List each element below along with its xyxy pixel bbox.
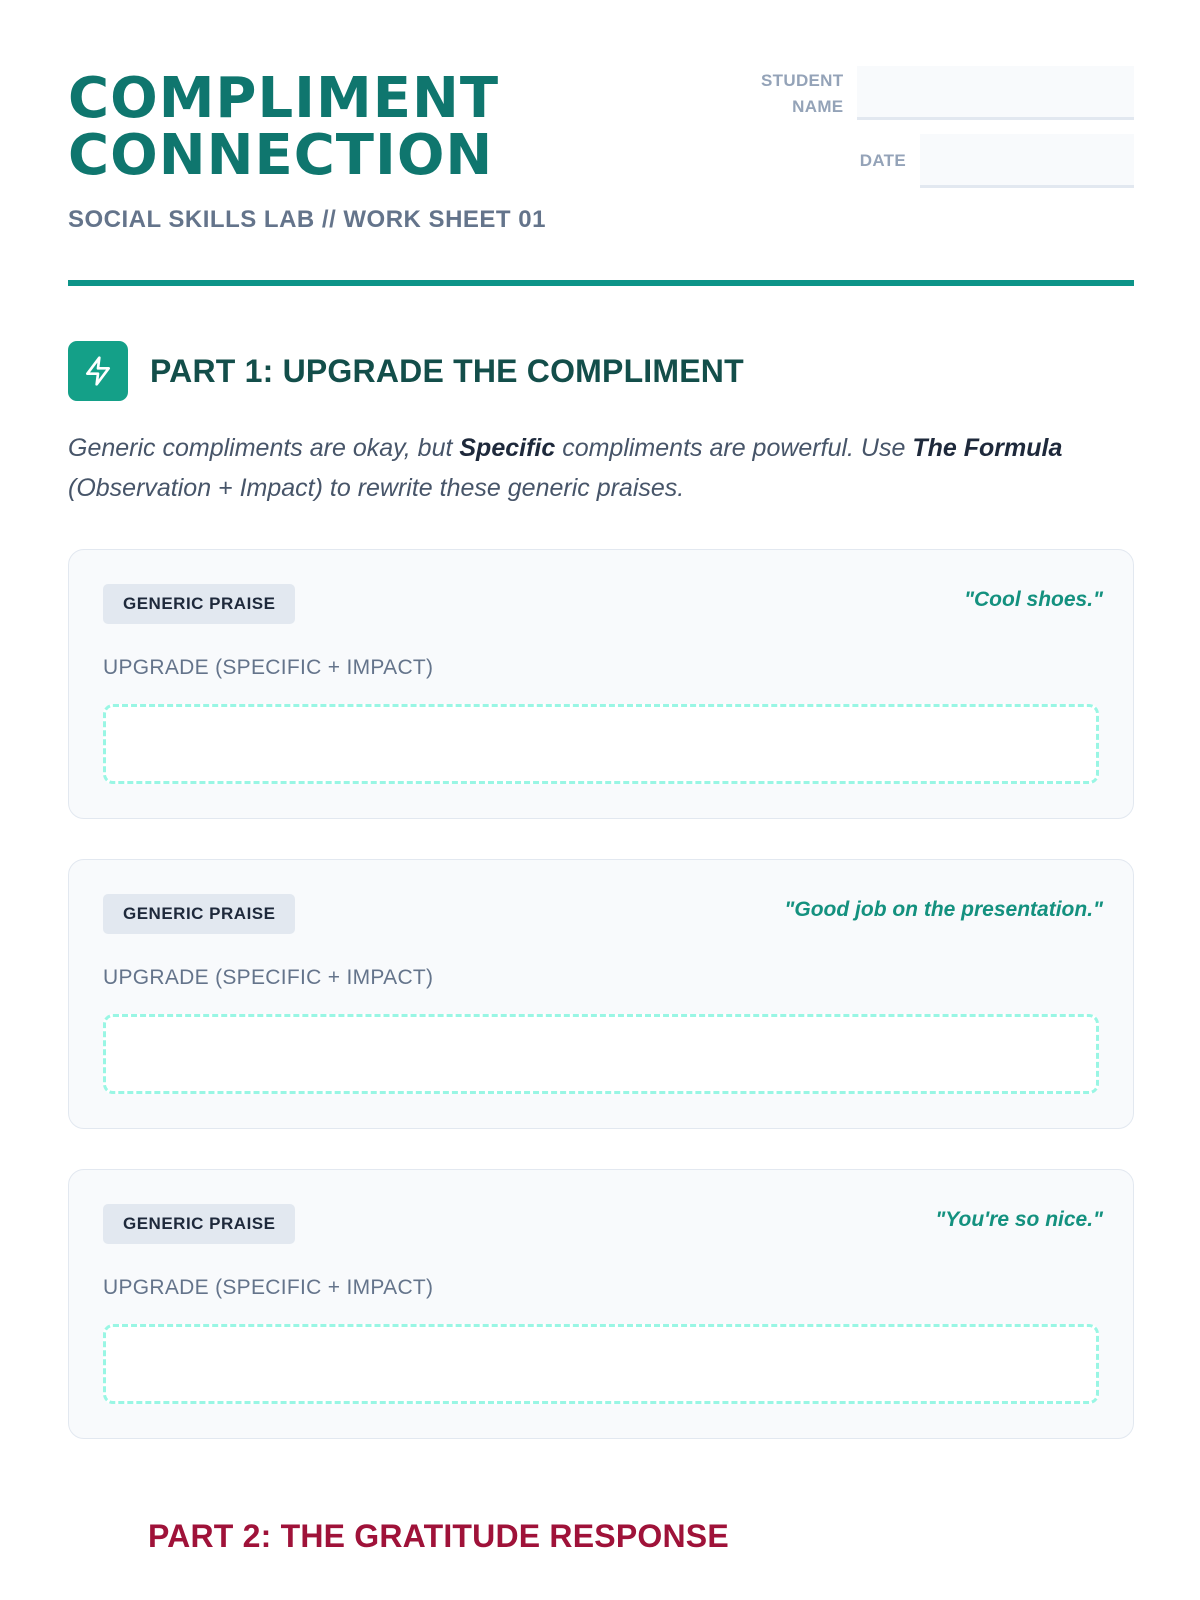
worksheet-title [68, 66, 500, 188]
generic-praise-quote: "You're so nice." [935, 1208, 1103, 1231]
title-line-1: COMPLIMENT [68, 66, 500, 131]
part1-heading [68, 341, 744, 401]
upgrade-label: UPGRADE (SPECIFIC + IMPACT) [103, 1276, 434, 1299]
student-meta [734, 66, 1134, 202]
compliment-card [68, 549, 1134, 819]
intro-text-c: compliments are powerful. Use [555, 434, 913, 462]
intro-text-a: Generic compliments are okay, but [68, 434, 460, 462]
intro-text-specific: Specific [459, 434, 556, 462]
intro-text-e: (Observation + Impact) to rewrite these generic praises. [68, 474, 685, 502]
generic-praise-badge: GENERIC PRAISE [103, 1204, 295, 1244]
generic-praise-quote: "Cool shoes." [964, 588, 1103, 611]
student-name-row [734, 66, 1134, 120]
worksheet-subtitle: SOCIAL SKILLS LAB // WORK SHEET 01 [68, 206, 546, 233]
header-divider [68, 280, 1134, 286]
upgrade-answer-box[interactable] [103, 1324, 1099, 1404]
student-name-label [734, 66, 843, 120]
upgrade-label: UPGRADE (SPECIFIC + IMPACT) [103, 656, 434, 679]
student-name-field[interactable] [857, 66, 1134, 120]
date-row [734, 134, 1134, 188]
upgrade-answer-box[interactable] [103, 704, 1099, 784]
part2-title: PART 2: THE GRATITUDE RESPONSE [148, 1518, 729, 1554]
title-line-2: CONNECTION [68, 123, 494, 188]
part1-instructions [68, 428, 1138, 508]
date-field[interactable] [920, 134, 1134, 188]
generic-praise-badge: GENERIC PRAISE [103, 894, 295, 934]
upgrade-label: UPGRADE (SPECIFIC + IMPACT) [103, 966, 434, 989]
student-name-label-line2: NAME [792, 97, 844, 116]
upgrade-answer-box[interactable] [103, 1014, 1099, 1094]
date-label: DATE [859, 151, 906, 170]
compliment-card [68, 859, 1134, 1129]
generic-praise-quote: "Good job on the presentation." [784, 898, 1103, 921]
compliment-card [68, 1169, 1134, 1439]
lightning-icon [68, 341, 128, 401]
student-name-label-line1: STUDENT [761, 71, 844, 90]
intro-text-formula: The Formula [912, 434, 1063, 462]
part1-title: PART 1: UPGRADE THE COMPLIMENT [150, 352, 744, 389]
generic-praise-badge: GENERIC PRAISE [103, 584, 295, 624]
